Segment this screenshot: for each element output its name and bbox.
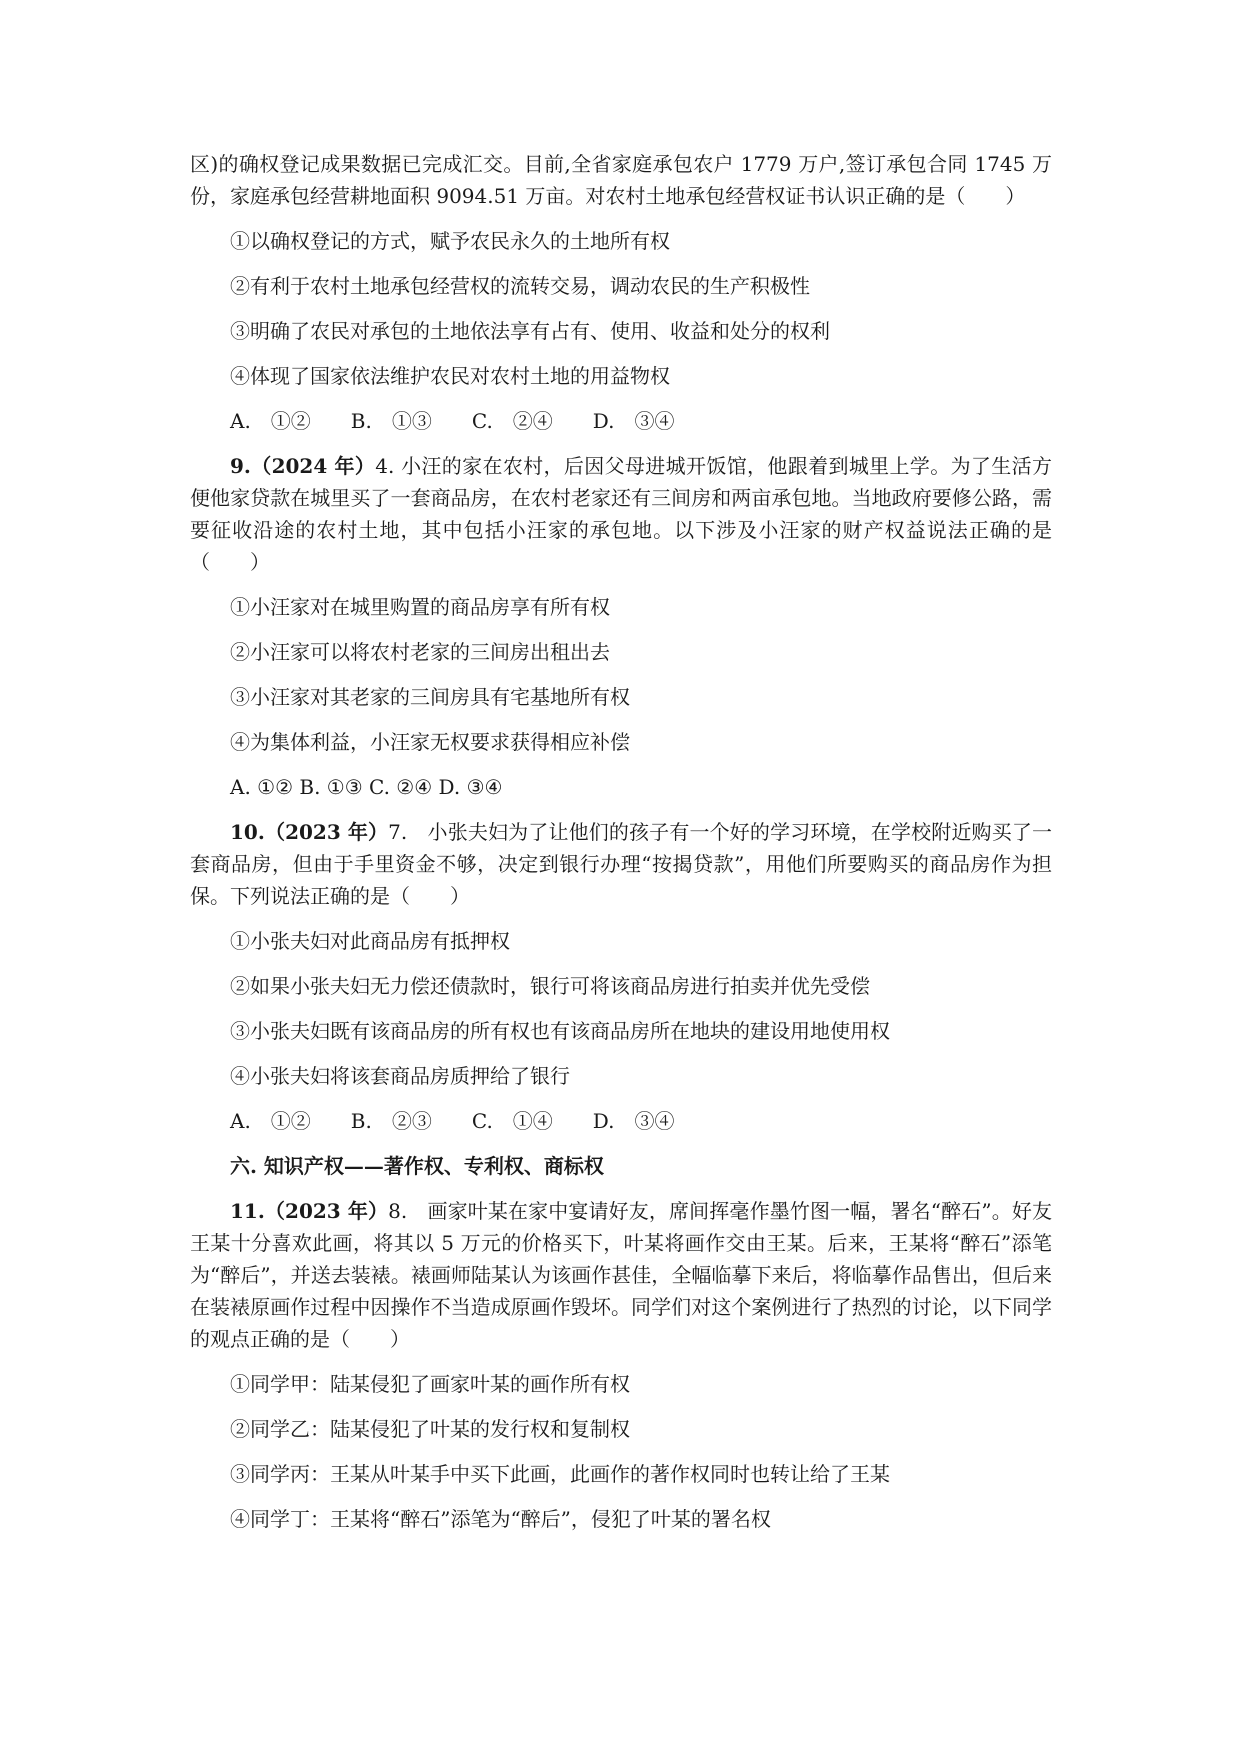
question-10-option-4: ④小张夫妇将该套商品房质押给了银行 <box>230 1064 570 1088</box>
question-11-option-1: ①同学甲：陆某侵犯了画家叶某的画作所有权 <box>230 1372 630 1396</box>
question-9-option-2: ②小汪家可以将农村老家的三间房出租出去 <box>230 640 610 664</box>
question-11-text: 8. 画家叶某在家中宴请好友，席间挥毫作墨竹图一幅，署名“醉石”。好友王某十分喜欢此画，将其以 5 万元的价格买下，叶某将画作交由王某。后来，王某将“醉石”添笔为“醉后”，并送去装裱。裱画师陆某认为该画作甚佳，全幅临摹下来后，将临摹作品售出，但后来在装裱原画作过程中因操作不当造成原画作毁坏。同学们对这个案例进行了热烈的讨论，以下同学的观点正确的是（ ） <box>190 1199 1053 1351</box>
question-10-number: 10.（2023 年） <box>230 820 389 844</box>
question-10-option-2: ②如果小张夫妇无力偿还债款时，银行可将该商品房进行拍卖并优先受偿 <box>230 974 870 998</box>
question-9-option-3: ③小汪家对其老家的三间房具有宅基地所有权 <box>230 685 630 709</box>
question-8-answer-choices: A. ①② B. ①③ C. ②④ D. ③④ <box>230 409 675 433</box>
question-8-stem-continued: 区)的确权登记成果数据已完成汇交。目前,全省家庭承包农户 1779 万户,签订承包合同 1745 万份，家庭承包经营耕地面积 9094.51 万亩。对农村土地承包经营权证书认识正确的是（ ） <box>190 152 1052 208</box>
document-body <box>190 148 1052 1548</box>
question-8-option-4: ④体现了国家依法维护农民对农村土地的用益物权 <box>230 364 670 388</box>
question-10-option-1: ①小张夫妇对此商品房有抵押权 <box>230 929 510 953</box>
question-9-stem <box>190 450 1052 578</box>
question-9-number: 9.（2024 年） <box>230 454 376 478</box>
question-9-text: 4. 小汪的家在农村，后因父母进城开饭馆，他跟着到城里上学。为了生活方便他家贷款在城里买了一套商品房，在农村老家还有三间房和两亩承包地。当地政府要修公路，需要征收沿途的农村土地，其中包括小汪家的承包地。以下涉及小汪家的财产权益说法正确的是（ ） <box>190 454 1052 574</box>
question-8-option-2: ②有利于农村土地承包经营权的流转交易，调动农民的生产积极性 <box>230 274 810 298</box>
question-8-option-1: ①以确权登记的方式，赋予农民永久的土地所有权 <box>230 229 670 253</box>
question-10-text: 7. 小张夫妇为了让他们的孩子有一个好的学习环境，在学校附近购买了一套商品房，但由于手里资金不够，决定到银行办理“按揭贷款”，用他们所要购买的商品房作为担保。下列说法正确的是（ ） <box>190 820 1052 908</box>
question-11-stem <box>190 1195 1052 1355</box>
question-8-option-3: ③明确了农民对承包的土地依法享有占有、使用、收益和处分的权利 <box>230 319 830 343</box>
question-11-option-2: ②同学乙：陆某侵犯了叶某的发行权和复制权 <box>230 1417 630 1441</box>
question-10-option-3: ③小张夫妇既有该商品房的所有权也有该商品房所在地块的建设用地使用权 <box>230 1019 890 1043</box>
question-9-option-1: ①小汪家对在城里购置的商品房享有所有权 <box>230 595 610 619</box>
question-10-stem <box>190 816 1052 912</box>
question-9-option-4: ④为集体利益，小汪家无权要求获得相应补偿 <box>230 730 630 754</box>
question-10-answer-choices: A. ①② B. ②③ C. ①④ D. ③④ <box>230 1109 675 1133</box>
section-6-heading: 六. 知识产权——著作权、专利权、商标权 <box>230 1154 604 1178</box>
question-11-number: 11.（2023 年） <box>230 1199 389 1223</box>
question-9-answer-choices: A. ①② B. ①③ C. ②④ D. ③④ <box>230 775 503 799</box>
question-11-option-4: ④同学丁：王某将“醉石”添笔为“醉后”，侵犯了叶某的署名权 <box>230 1507 771 1531</box>
question-11-option-3: ③同学丙：王某从叶某手中买下此画，此画作的著作权同时也转让给了王某 <box>230 1462 890 1486</box>
